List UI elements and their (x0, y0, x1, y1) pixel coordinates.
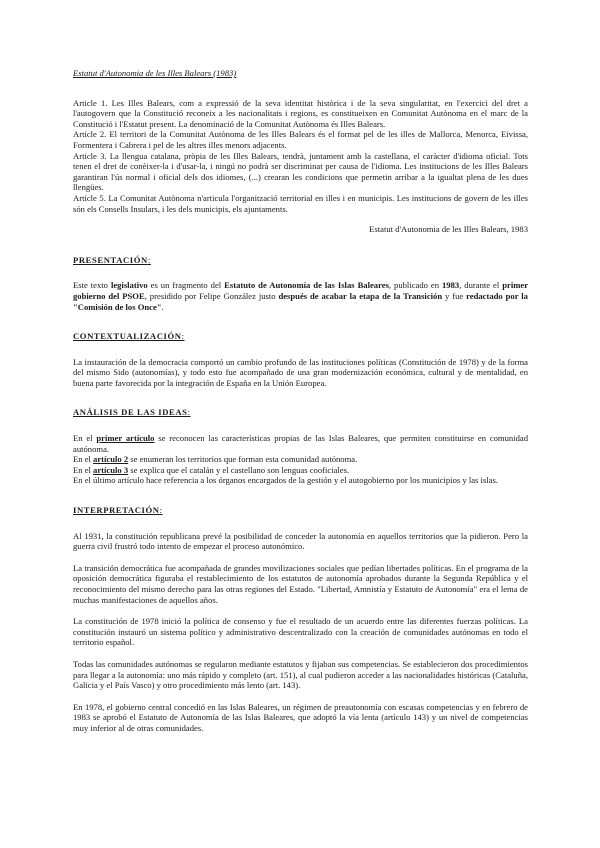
interpretacion-paragraph-4: Todas las comunidades autónomas se regularon mediante estatutos y fijaban sus competencias. Se establecieron dos procedimientos para llegar a la autonomía: uno más rápido y completo (art. 151), al cual pudieron acceder a las nacionalidades históricas (Cataluña, Galicia y el País Vasco) y otro procedimiento más lento (art. 143). (73, 658, 528, 691)
interpretacion-paragraph-1: Al 1931, la constitución republicana prevé la posibilidad de conceder la autonomía en aquellos territorios que la pidieron. Pero la guerra civil frustró todo intento de empezar el proceso autonómico. (73, 530, 528, 552)
text-run: se enumeran los territorios que forman esta comunidad autónoma. (128, 454, 358, 465)
source-attribution: Estatut d'Autonomia de les Illes Balears, 1983 (369, 224, 528, 235)
interpretacion-paragraph-2: La transición democrática fue acompañada de grandes movilizaciones sociales que pedían libertades políticas. En el programa de la oposición democrática figuraba el restablecimiento de los estatutos de autonomía aprobados durante la Segunda República y el reconocimiento del mismo derecho para las otras regiones del Estado. "Libertad, Amnistía y Estatuto de Autonomía" era el lema de muchas manifestaciones de aquellos años. (73, 562, 528, 605)
text-run: y fue (442, 290, 467, 301)
heading-colon: : (159, 505, 163, 516)
bold-run: 1983 (442, 280, 460, 291)
bold-run: Estatuto de Autonomía de las Islas Baleares (224, 280, 389, 291)
heading-text: PRESENTACIÓN (73, 254, 148, 265)
text-run: se reconocen las características propias de las Islas Baleares, que permiten constituirse en comunidad autónoma. (73, 433, 529, 454)
heading-text: CONTEXTUALIZACIÓN (73, 331, 182, 342)
text-run: , publicado en (388, 280, 442, 291)
presentacion-paragraph (73, 280, 528, 312)
text-run: , durante el (459, 280, 503, 291)
text-run: es un fragmento del (147, 280, 225, 291)
contextualizacion-paragraph: La instauración de la democracia comportó un cambio profundo de las instituciones políticas (Constitución de 1978) y de la forma del mismo Sido (autonomías), y todo esto fue acompañado de una gran modernización económica, cultural y de mentalidad, en buena parte favorecida por la integración de España en la Unión Europea. (73, 356, 528, 388)
underlined-run: artículo 3 (93, 464, 129, 475)
source-title: Estatut d'Autonomia de les Illes Balears (1983) (73, 68, 237, 78)
heading-presentacion (73, 255, 528, 266)
heading-contextualizacion (73, 331, 528, 342)
analisis-line-4: En el último artículo hace referencia a los órganos encargados de la gestión y el autogobierno por los municipios y las islas. (73, 475, 498, 486)
bold-run: después de acabar la etapa de la Transición (278, 290, 443, 301)
source-articles (73, 98, 528, 215)
document-page (73, 68, 528, 734)
interpretacion-paragraph-5: En 1978, el gobierno central concedió en las Islas Baleares, un régimen de preautonomía con escasas competencias y en febrero de 1983 se aprobó el Estatuto de Autonomía de las Islas Baleares, que adoptó la vía lenta (artículo 143) y un nivel de competencias muy inferior al de otras comunidades. (73, 701, 528, 733)
text-run: , presidido por Felipe González justo (144, 290, 279, 301)
analisis-line-1 (73, 433, 528, 454)
underlined-run: artículo 2 (93, 454, 129, 465)
interpretacion-paragraph-3: La constitución de 1978 inició la política de consenso y fue el resultado de un acuerdo entre las diferentes fuerzas políticas. La constitución instauró un sistema político y administrativo descentralizado con la creación de comunidades autónomas en todo el territorio español. (73, 616, 528, 648)
heading-analisis (73, 407, 528, 418)
heading-colon: : (181, 331, 185, 342)
analisis-line-2 (73, 454, 528, 465)
article-3: Article 3. La llengua catalana, pròpia de les Illes Balears, tendrà, juntament amb la castellana, el caràcter d'idioma oficial. Tots tenen el dret de conèixer-la i d'usar-la, i ningú no podrà ser discriminat per causa de l'idioma. Les institucions de les Illes Balears garantiran l'ús normal i oficial dels dos idiomes, (...) crearan les condicions que permetin arribar a la igualtat plena de les dues llengües. (73, 150, 528, 193)
heading-text: INTERPRETACIÓN (73, 505, 160, 516)
text-run: . (161, 301, 164, 312)
text-run: En el (73, 464, 94, 475)
bold-run: redactado por la "Comisión de los Once" (73, 290, 528, 312)
article-5: Article 5. La Comunitat Autònoma n'articula l'organització territorial en illes i en municipis. Les institucions de govern de les illes són els Consells Insulars, i les dels municipis, els ajuntaments. (73, 192, 528, 214)
heading-colon: : (147, 254, 151, 265)
analisis-block (73, 433, 528, 486)
text-run: En el (73, 433, 97, 444)
bold-run: primer gobierno del PSOE (73, 280, 529, 301)
text-run: Este texto (73, 280, 111, 291)
bold-run: legislativo (110, 280, 148, 291)
text-run: En el (73, 454, 94, 465)
heading-colon: : (187, 407, 191, 418)
article-2: Article 2. El territori de la Comunitat Autònoma de les Illes Balears és el format pel de les illes de Mallorca, Menorca, Eivissa, Formentera i Cabrera i pel de les altres illes menors adjacents. (73, 129, 528, 150)
analisis-line-3 (73, 465, 528, 476)
text-run: se explica que el catalán y el castellano son lenguas cooficiales. (128, 464, 350, 475)
heading-interpretacion (73, 505, 528, 516)
heading-text: ANÁLISIS DE LAS IDEAS (73, 407, 188, 418)
underlined-run: primer artículo (96, 433, 155, 444)
article-1: Article 1. Les Illes Balears, com a expressió de la seva identitat històrica i de la seva singularitat, en l'exercici del dret a l'autogovern que la Constitució reconeix a les nacionalitats i regions, es constitueixen en Comunitat Autònoma en el marc de la Constitució i l'Estatut present. La denominació de la Comunitat Autònoma és Illes Balears. (73, 97, 528, 129)
